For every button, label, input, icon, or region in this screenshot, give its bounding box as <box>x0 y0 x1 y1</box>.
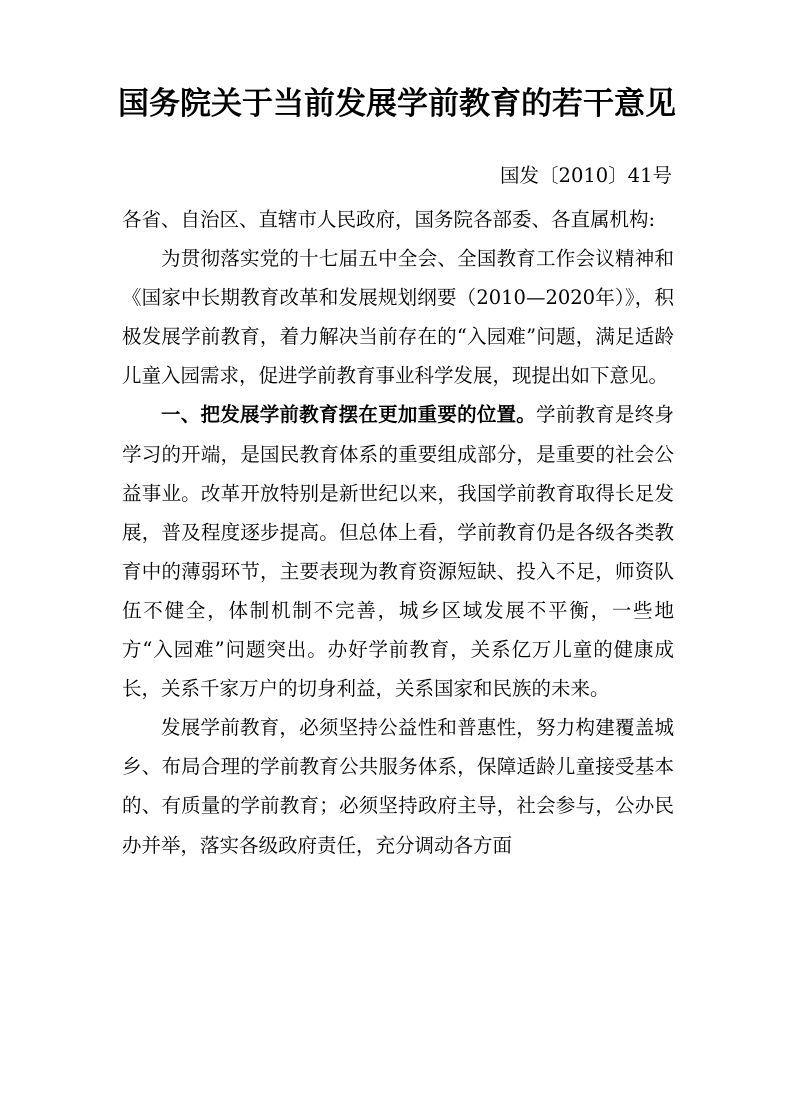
section-1-heading: 一、把发展学前教育摆在更加重要的位置。 <box>161 403 537 427</box>
section-1-text: 学前教育是终身学习的开端，是国民教育体系的重要组成部分，是重要的社会公益事业。改革开放特别是新世纪以来，我国学前教育取得长足发展，普及程度逐步提高。但总体上看，学前教育仍是各级各类教育中的薄弱环节，主要表现为教育资源短缺、投入不足，师资队伍不健全，体制机制不完善，城乡区域发展不平衡，一些地方“入园难”问题突出。办好学前教育，关系亿万儿童的健康成长，关系千家万户的切身利益，关系国家和民族的未来。 <box>122 403 674 701</box>
document-title: 国务院关于当前发展学前教育的若干意见 <box>118 86 676 122</box>
document-number: 国发〔2010〕41号 <box>500 164 672 187</box>
document-body <box>122 200 674 865</box>
addressee: 各省、自治区、直辖市人民政府，国务院各部委、各直属机构: <box>122 208 656 231</box>
intro-paragraph: 为贯彻落实党的十七届五中全会、全国教育工作会议精神和《国家中长期教育改革和发展规划纲要（2010—2020年）》，积极发展学前教育，着力解决当前存在的“入园难”问题，满足适龄儿童入园需求，促进学前教育事业科学发展，现提出如下意见。 <box>122 247 674 388</box>
principles-paragraph: 发展学前教育，必须坚持公益性和普惠性，努力构建覆盖城乡、布局合理的学前教育公共服务体系，保障适龄儿童接受基本的、有质量的学前教育；必须坚持政府主导，社会参与，公办民办并举，落实各级政府责任，充分调动各方面 <box>122 716 674 857</box>
section-1-paragraph <box>122 395 674 708</box>
